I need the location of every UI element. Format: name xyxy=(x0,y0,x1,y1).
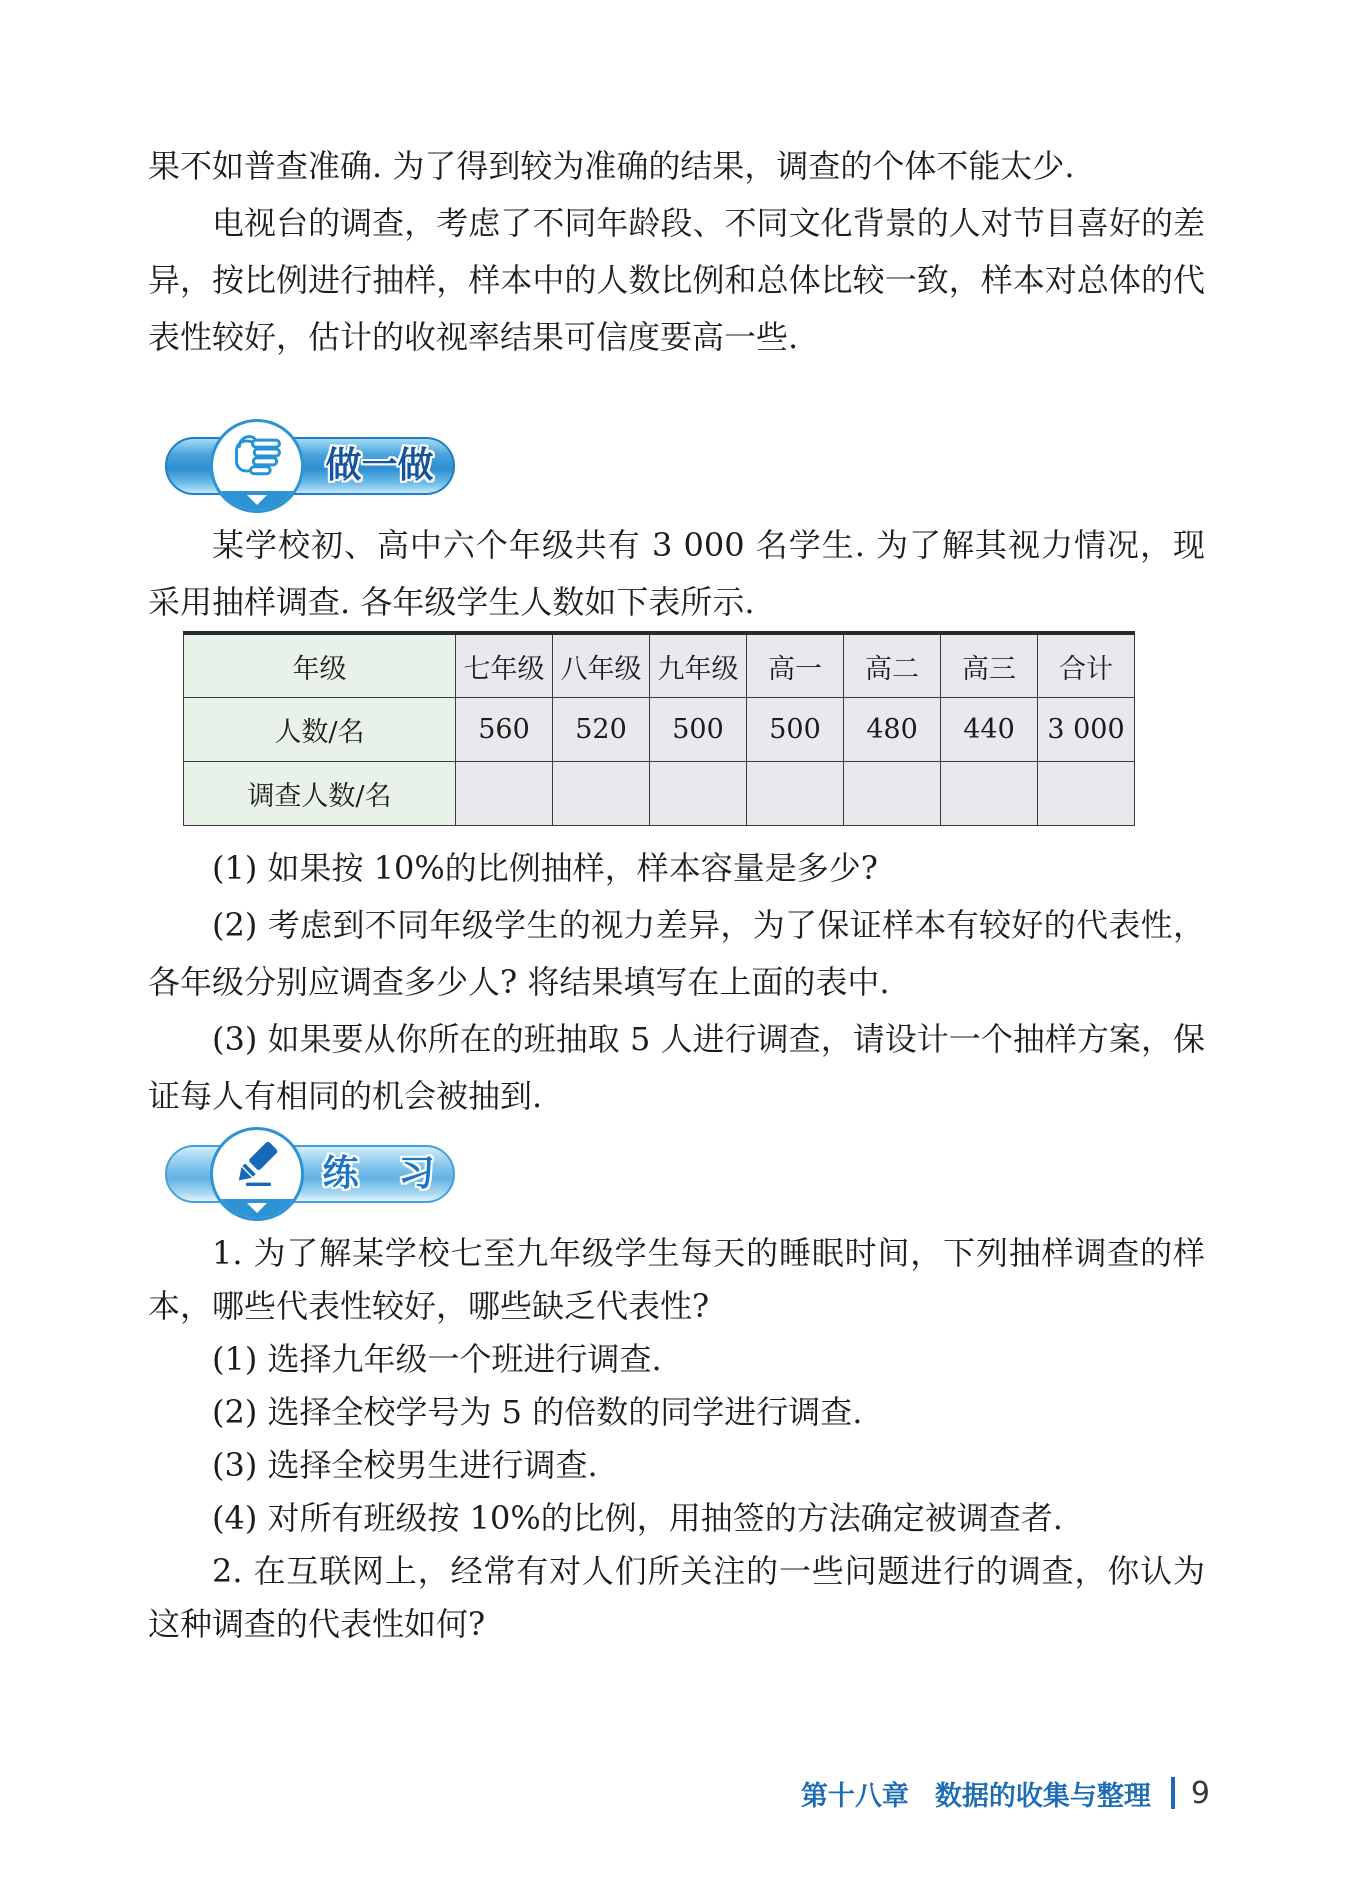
grade-enrollment-table xyxy=(183,631,1135,826)
page-number: 9 xyxy=(1190,1775,1210,1811)
page-footer xyxy=(801,1773,1210,1813)
practice-badge xyxy=(165,1127,457,1227)
question-2: (2) 考虑到不同年级学生的视力差异，为了保证样本有较好的代表性，各年级分别应调查多少人? 将结果填写在上面的表中. xyxy=(148,906,1205,1001)
count-grade9: 500 xyxy=(650,698,747,762)
activity-badge-circle xyxy=(210,419,304,513)
question-3: (3) 如果要从你所在的班抽取 5 人进行调查，请设计一个抽样方案，保证每人有相同的机会被抽到. xyxy=(148,1020,1205,1115)
footer-chapter: 第十八章 xyxy=(800,1780,909,1812)
activity-badge xyxy=(165,419,457,519)
survey-grade9-blank xyxy=(650,762,747,826)
table-row-student-counts xyxy=(184,698,1135,762)
survey-senior2-blank xyxy=(844,762,941,826)
problem-1-item-3: (3) 选择全校男生进行调查. xyxy=(212,1446,598,1484)
table-header-grade7: 七年级 xyxy=(456,633,553,698)
count-senior1: 500 xyxy=(747,698,844,762)
problem-1-item-2: (2) 选择全校学号为 5 的倍数的同学进行调查. xyxy=(212,1393,863,1431)
row-label-counts: 人数/名 xyxy=(184,698,456,762)
count-grade8: 520 xyxy=(553,698,650,762)
survey-grade8-blank xyxy=(553,762,650,826)
count-grade7: 560 xyxy=(456,698,553,762)
practice-badge-circle xyxy=(210,1127,304,1221)
table-header-grade8: 八年级 xyxy=(553,633,650,698)
table-header-senior1: 高一 xyxy=(747,633,844,698)
question-1: (1) 如果按 10%的比例抽样，样本容量是多少? xyxy=(212,849,878,887)
problem-2: 2. 在互联网上，经常有对人们所关注的一些问题进行的调查，你认为这种调查的代表性如何? xyxy=(148,1552,1205,1643)
table-header-grade9: 九年级 xyxy=(650,633,747,698)
intro-paragraph-continuation: 果不如普查准确. 为了得到较为准确的结果，调查的个体不能太少. xyxy=(148,147,1075,185)
activity-questions xyxy=(148,840,1205,1125)
practice-badge-label: 练 习 xyxy=(322,1153,437,1194)
chevron-down-icon xyxy=(213,1199,301,1218)
table-header-grade: 年级 xyxy=(184,633,456,698)
footer-divider xyxy=(1171,1777,1175,1809)
table-row-survey-counts xyxy=(184,762,1135,826)
table-header-total: 合计 xyxy=(1038,633,1135,698)
table-header-senior3: 高三 xyxy=(941,633,1038,698)
survey-grade7-blank xyxy=(456,762,553,826)
row-label-survey: 调查人数/名 xyxy=(184,762,456,826)
table-header-senior2: 高二 xyxy=(844,633,941,698)
chevron-down-icon xyxy=(213,491,301,510)
count-senior3: 440 xyxy=(941,698,1038,762)
footer-section-title: 数据的收集与整理 xyxy=(934,1780,1151,1812)
count-senior2: 480 xyxy=(844,698,941,762)
count-total: 3 000 xyxy=(1038,698,1135,762)
activity-intro-paragraph: 某学校初、高中六个年级共有 3 000 名学生. 为了解其视力情况，现采用抽样调查. 各年级学生人数如下表所示. xyxy=(148,526,1205,621)
pencil-icon xyxy=(230,1136,286,1192)
survey-senior3-blank xyxy=(941,762,1038,826)
problem-1-item-4: (4) 对所有班级按 10%的比例，用抽签的方法确定被调查者. xyxy=(212,1499,1063,1537)
activity-badge-label: 做一做 xyxy=(325,445,434,486)
problem-1: 1. 为了解某学校七至九年级学生每天的睡眠时间，下列抽样调查的样本，哪些代表性较好，哪些缺乏代表性? xyxy=(148,1234,1205,1325)
intro-paragraph-tv-survey: 电视台的调查，考虑了不同年龄段、不同文化背景的人对节目喜好的差异，按比例进行抽样，样本中的人数比例和总体比较一致，样本对总体的代表性较好，估计的收视率结果可信度要高一些. xyxy=(148,204,1205,356)
survey-senior1-blank xyxy=(747,762,844,826)
survey-total-blank xyxy=(1038,762,1135,826)
practice-problems xyxy=(148,1227,1205,1651)
table-header-row xyxy=(184,633,1135,698)
problem-1-item-1: (1) 选择九年级一个班进行调查. xyxy=(212,1340,662,1378)
hand-pointing-icon xyxy=(230,428,286,484)
